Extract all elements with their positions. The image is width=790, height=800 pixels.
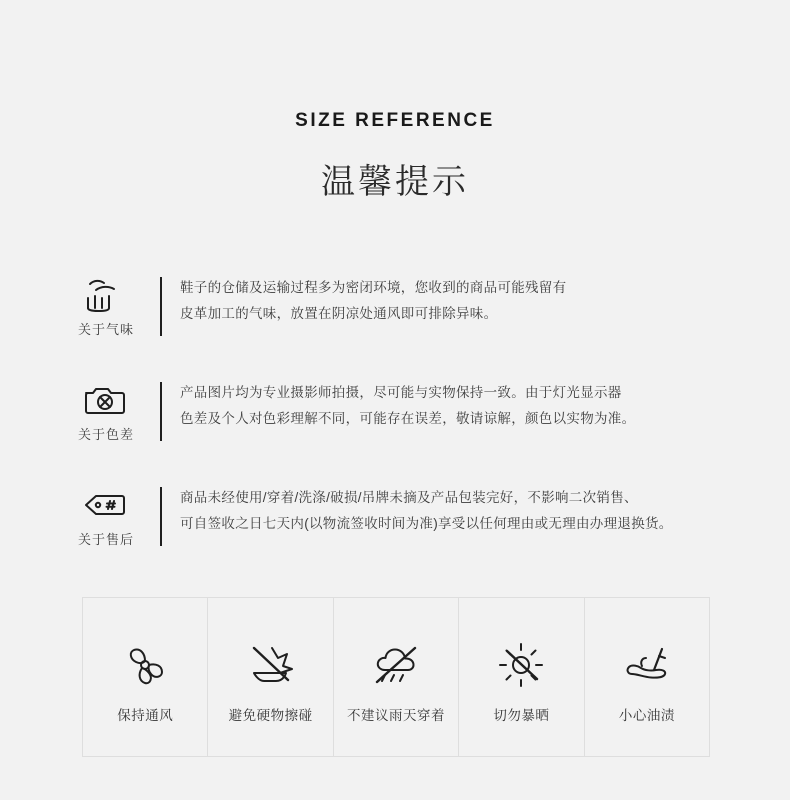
- care-label: 避免硬物擦碰: [228, 708, 313, 723]
- tip-text-line: 产品图片均为专业摄影师拍摄，尽可能与实物保持一致。由于灯光显示器: [180, 385, 622, 400]
- care-cell-no-hard-object: [208, 598, 333, 756]
- tip-text-line: 皮革加工的气味，放置在阴凉处通风即可排除异味。: [180, 306, 498, 321]
- care-label: 切勿暴晒: [493, 708, 550, 723]
- care-label: 保持通风: [117, 708, 174, 723]
- tip-text-line: 可自签收之日七天内(以物流签收时间为准)享受以任何理由或无理由办理退换货。: [180, 516, 673, 531]
- tip-text: [180, 380, 635, 432]
- tip-row: [52, 380, 730, 443]
- camera-no-flash-icon: [52, 382, 160, 418]
- care-label: 不建议雨天穿着: [347, 708, 446, 723]
- no-sun-icon: [494, 630, 548, 690]
- tip-icon-column: [52, 485, 160, 548]
- tip-text-line: 商品未经使用/穿着/洗涤/破损/吊牌未摘及产品包装完好，不影响二次销售、: [180, 490, 638, 505]
- care-cell-no-sun: [459, 598, 584, 756]
- care-label: 小心油渍: [618, 708, 675, 723]
- tip-text: [180, 485, 673, 537]
- page-title-cn: 温馨提示: [321, 163, 469, 201]
- fan-icon: [118, 630, 172, 690]
- tips-section: [0, 275, 790, 548]
- tip-divider: [160, 382, 162, 441]
- no-rain-icon: [367, 630, 425, 690]
- tip-text-line: 色差及个人对色彩理解不同，可能存在误差，敬请谅解，颜色以实物为准。: [180, 411, 636, 426]
- tip-divider: [160, 487, 162, 546]
- tip-label: 关于气味: [77, 322, 134, 337]
- smell-waves-icon: [52, 277, 160, 313]
- care-cell-no-rain: [334, 598, 459, 756]
- care-cell-ventilation: [83, 598, 208, 756]
- tip-label: 关于售后: [77, 532, 134, 547]
- price-tag-icon: [52, 487, 160, 523]
- tip-label: 关于色差: [77, 427, 134, 442]
- tip-divider: [160, 277, 162, 336]
- tip-text-line: 鞋子的仓储及运输过程多为密闭环境，您收到的商品可能残留有: [180, 280, 567, 295]
- tip-row: [52, 275, 730, 338]
- page-header: [0, 0, 790, 203]
- tip-icon-column: [52, 380, 160, 443]
- oil-stain-icon: [618, 630, 676, 690]
- tip-icon-column: [52, 275, 160, 338]
- care-cell-oil-stain: [585, 598, 709, 756]
- page-title-en: SIZE REFERENCE: [295, 110, 495, 131]
- tip-text: [180, 275, 566, 327]
- tip-row: [52, 485, 730, 548]
- care-instructions-box: [82, 597, 710, 757]
- no-hard-object-icon: [242, 630, 300, 690]
